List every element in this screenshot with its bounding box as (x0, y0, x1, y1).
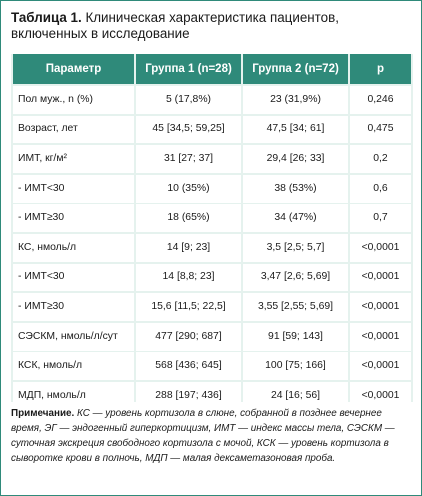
table-cell (243, 86, 348, 114)
table-caption-text: Клиническая характеристика пациентов, включенных в исследование (11, 10, 339, 41)
table-cell (13, 352, 134, 380)
parameter-label: - ИМТ≥30 (18, 301, 65, 313)
table-cell (136, 234, 241, 262)
table-cell (136, 264, 241, 292)
table-cell (350, 323, 411, 351)
group-value: 38 (53%) (274, 182, 317, 194)
table-cell (243, 323, 348, 351)
table-cell (243, 264, 348, 292)
table-header-label: p (376, 63, 385, 75)
table-cell (350, 352, 411, 380)
group-value: 14 [9; 23] (166, 241, 211, 253)
group-value: 18 (65%) (167, 212, 210, 224)
p-value: 0,475 (367, 123, 394, 135)
group-value: 91 [59; 143] (268, 330, 323, 342)
table-cell (350, 234, 411, 262)
table-cell (13, 175, 134, 203)
parameter-label: - ИМТ<30 (18, 182, 65, 194)
parameter-label: - ИМТ≥30 (18, 212, 65, 224)
p-value: 0,2 (373, 153, 388, 165)
parameter-label: Возраст, лет (18, 123, 78, 135)
table-cell (136, 323, 241, 351)
parameter-label: - ИМТ<30 (18, 271, 65, 283)
table-cell (350, 145, 411, 173)
group-value: 3,5 [2,5; 5,7] (266, 241, 325, 253)
table-cell (350, 116, 411, 144)
p-value: <0,0001 (361, 360, 400, 372)
parameter-label: Пол муж., n (%) (18, 93, 93, 105)
parameter-label: МДП, нмоль/л (18, 389, 86, 401)
table-cell (136, 116, 241, 144)
table-header-label: Группа 1 (n=28) (145, 63, 232, 75)
table-cell (243, 204, 348, 232)
table-caption-label: Таблица 1. (11, 10, 82, 25)
table-cell (136, 145, 241, 173)
parameter-label: СЭСКМ, нмоль/л/сут (18, 330, 118, 342)
table-cell (136, 175, 241, 203)
table-cell (243, 293, 348, 321)
table-cell (136, 86, 241, 114)
table-cell (243, 145, 348, 173)
table-cell (350, 264, 411, 292)
table-cell (243, 352, 348, 380)
table-footnote (11, 406, 415, 466)
parameter-label: КС, нмоль/л (18, 241, 77, 253)
group-value: 47,5 [34; 61] (266, 123, 325, 135)
table-cell (136, 293, 241, 321)
group-value: 3,47 [2,6; 5,69] (260, 271, 331, 283)
table-cell (13, 264, 134, 292)
table-cell (350, 86, 411, 114)
group-value: 15,6 [11,5; 22,5] (151, 301, 226, 313)
parameter-label: ИМТ, кг/м² (18, 153, 67, 165)
group-value: 34 (47%) (274, 212, 317, 224)
table-header-label: Группа 2 (n=72) (252, 63, 339, 75)
table-caption (11, 10, 415, 42)
table-header-cell (136, 54, 241, 84)
group-value: 10 (35%) (167, 182, 210, 194)
data-table (11, 54, 413, 402)
group-value: 3,55 [2,55; 5,69] (257, 301, 334, 313)
table-cell (243, 116, 348, 144)
table-cell (136, 352, 241, 380)
group-value: 288 [197; 436] (155, 389, 222, 401)
table-cell (13, 234, 134, 262)
group-value: 5 (17,8%) (165, 93, 212, 105)
table-cell (350, 293, 411, 321)
p-value: <0,0001 (361, 241, 400, 253)
group-value: 31 [27; 37] (163, 153, 214, 165)
parameter-label: КСК, нмоль/л (18, 360, 83, 372)
table-header-cell (13, 54, 134, 84)
group-value: 14 [8,8; 23] (162, 271, 215, 283)
table-cell (13, 293, 134, 321)
p-value: <0,0001 (361, 271, 400, 283)
group-value: 24 [16; 56] (270, 389, 321, 401)
p-value: <0,0001 (361, 389, 400, 401)
p-value: 0,246 (367, 93, 394, 105)
table-cell (13, 116, 134, 144)
group-value: 477 [290; 687] (155, 330, 222, 342)
p-value: 0,6 (373, 182, 388, 194)
footnote-label: Примечание. (11, 408, 75, 419)
group-value: 568 [436; 645] (155, 360, 222, 372)
p-value: <0,0001 (361, 301, 400, 313)
table-cell (350, 175, 411, 203)
p-value: <0,0001 (361, 330, 400, 342)
p-value: 0,7 (373, 212, 388, 224)
table-cell (243, 234, 348, 262)
table-header-cell (243, 54, 348, 84)
table-cell (350, 204, 411, 232)
table-cell (243, 175, 348, 203)
group-value: 29,4 [26; 33] (266, 153, 325, 165)
table-cell (136, 204, 241, 232)
group-value: 45 [34,5; 59,25] (152, 123, 225, 135)
group-value: 23 (31,9%) (270, 93, 321, 105)
table-cell (13, 204, 134, 232)
table-header-cell (350, 54, 411, 84)
table-cell (13, 323, 134, 351)
table-header-label: Параметр (45, 63, 102, 75)
footnote-text: КС — уровень кортизола в слюне, собранной в позднее вечернее время, ЭГ — эндогенный гиперкортицизм, ИМТ — индекс массы тела, СЭСКМ — суточная экскреция свободного кортизола с мочой, КСК — уровень кортизола в сыворотке крови в полночь, МДП — малая дексаметазоновая проба. (11, 408, 395, 464)
table-cell (13, 86, 134, 114)
table-cell (13, 145, 134, 173)
group-value: 100 [75; 166] (265, 360, 326, 372)
